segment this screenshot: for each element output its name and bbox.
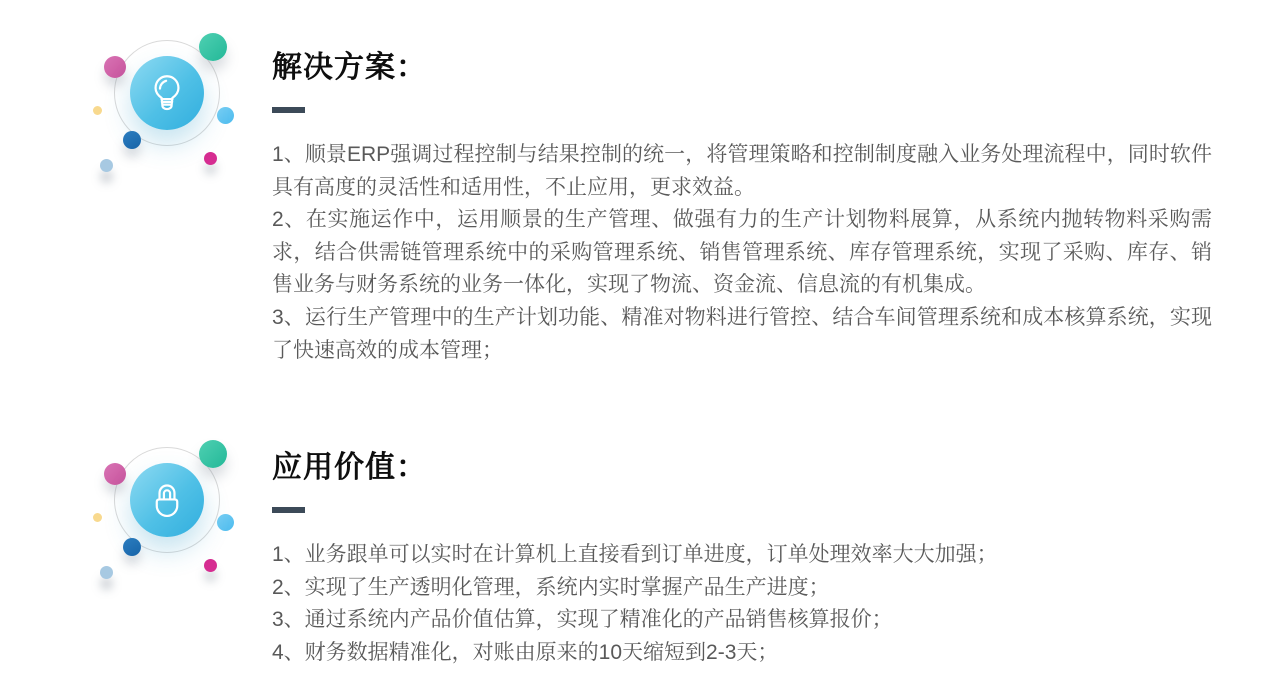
lock-icon xyxy=(130,463,204,537)
decor-dot-sky xyxy=(100,566,113,579)
value-body xyxy=(272,539,1212,669)
value-heading: 应用价值： xyxy=(272,451,427,484)
value-item-4: 4、财务数据精准化，对账由原来的10天缩短到2-3天； xyxy=(272,640,779,664)
decor-dot-sky xyxy=(100,159,113,172)
decor-dot-darkblue xyxy=(123,538,141,556)
decor-dot-yellow xyxy=(93,106,102,115)
decor-dot-pink xyxy=(104,56,126,78)
decor-dot-darkblue xyxy=(123,131,141,149)
solution-item-1: 1、顺景ERP强调过程控制与结果控制的统一，将管理策略和控制制度融入业务处理流程中，同时软件具有高度的灵活性和适用性，不止应用，更求效益。 xyxy=(272,143,1212,199)
heading-underline-dash xyxy=(272,107,305,113)
solution-item-3: 3、运行生产管理中的生产计划功能、精准对物料进行管控、结合车间管理系统和成本核算系统，实现了快速高效的成本管理； xyxy=(272,305,1212,362)
decor-dot-pink xyxy=(104,463,126,485)
decor-dot-lightblue xyxy=(217,107,234,124)
lightbulb-icon xyxy=(130,56,204,130)
solution-item-2: 2、在实施运作中，运用顺景的生产管理、做强有力的生产计划物料展算，从系统内抛转物料采购需求，结合供需链管理系统中的采购管理系统、销售管理系统、库存管理系统，实现了采购、库存、销售业务与财务系统的业务一体化，实现了物流、资金流、信息流的有机集成。 xyxy=(272,208,1212,297)
value-item-3: 3、通过系统内产品价值估算，实现了精准化的产品销售核算报价； xyxy=(272,608,893,632)
value-item-2: 2、实现了生产透明化管理，系统内实时掌握产品生产进度； xyxy=(272,575,830,599)
solution-body xyxy=(272,139,1212,367)
solution-heading: 解决方案： xyxy=(272,51,427,84)
solution-content xyxy=(272,53,1217,367)
decor-dot-teal xyxy=(199,440,227,468)
solution-icon-cluster xyxy=(92,18,242,168)
decor-dot-magenta xyxy=(204,152,217,165)
heading-underline-dash xyxy=(272,507,305,513)
value-icon-cluster xyxy=(92,425,242,575)
decor-dot-yellow xyxy=(93,513,102,522)
value-content xyxy=(272,453,1217,669)
decor-dot-teal xyxy=(199,33,227,61)
decor-dot-lightblue xyxy=(217,514,234,531)
decor-dot-magenta xyxy=(204,559,217,572)
value-item-1: 1、业务跟单可以实时在计算机上直接看到订单进度，订单处理效率大大加强； xyxy=(272,543,998,566)
